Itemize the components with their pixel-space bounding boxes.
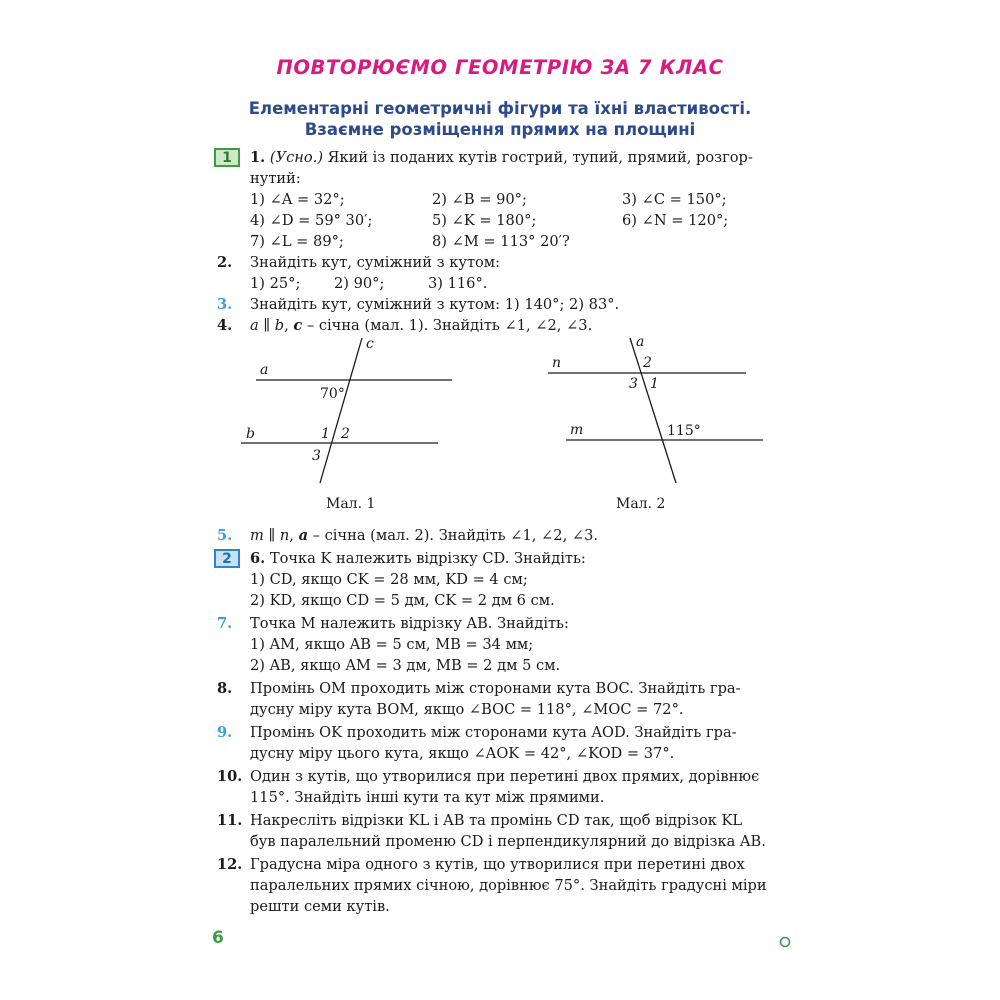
problem-7-line-1: Точка M належить відрізку AB. Знайдіть: <box>250 615 569 632</box>
problem-8-line-1: Промінь OM проходить між сторонами кута BOC. Знайдіть гра- <box>250 680 741 697</box>
fig1-angle-1: 1 <box>321 426 330 442</box>
parallel-sign: ∥ <box>258 317 275 334</box>
problem-5-number: 5. <box>217 527 233 544</box>
comma: , <box>284 317 294 334</box>
fig2-label-n: n <box>552 355 562 371</box>
problem-1-text-1: Який із поданих кутів гострий, тупий, прямий, розгор- <box>323 149 753 166</box>
problem-5 <box>217 525 792 546</box>
angle-item: 8) ∠M = 113° 20′? <box>432 233 570 250</box>
page-title: ПОВТОРЮЄМО ГЕОМЕТРІЮ ЗА 7 КЛАС <box>276 56 724 79</box>
fig1-label-c: c <box>366 336 374 352</box>
problem-6-line-1: Точка K належить відрізку CD. Знайдіть: <box>269 550 586 567</box>
fig2-label-a: a <box>636 336 645 350</box>
problem-4 <box>217 315 792 336</box>
problem-1-row-1 <box>250 189 792 210</box>
problem-4-number: 4. <box>217 317 233 334</box>
problem-4-text <box>250 315 792 336</box>
problem-2-text: Знайдіть кут, суміжний з кутом: <box>250 254 501 271</box>
problem-2 <box>217 252 792 294</box>
parallel-sign: ∥ <box>263 527 280 544</box>
problem-4-rest: – січна (мал. 1). Знайдіть ∠1, ∠2, ∠3. <box>302 317 593 334</box>
problem-8-number: 8. <box>217 680 233 697</box>
figure-2 <box>548 338 763 483</box>
problem-6-line-3: 2) KD, якщо CD = 5 дм, CK = 2 дм 6 см. <box>250 592 555 609</box>
subtitle-line-2: Взаємне розміщення прямих на площині <box>304 120 696 139</box>
problem-12-line-1: Градусна міра одного з кутів, що утворилися при перетині двох <box>250 856 745 873</box>
option-item: 2) 90°; <box>334 275 385 292</box>
fig2-angle-3: 3 <box>629 376 638 392</box>
angle-item: 1) ∠A = 32°; <box>250 191 345 208</box>
var-m: m <box>250 527 264 544</box>
problem-11-line-1: Накресліть відрізки KL і AB та промінь CD так, щоб відрізок KL <box>250 812 743 829</box>
problem-11-line-2: був паралельний променю CD і перпендикулярний до відрізка AB. <box>250 833 766 850</box>
problem-10-line-1: Один з кутів, що утворилися при перетині двох прямих, дорівнює <box>250 768 760 785</box>
fig2-angle-1: 1 <box>650 376 659 392</box>
problem-6-line-2: 1) CD, якщо CK = 28 мм, KD = 4 см; <box>250 571 528 588</box>
angle-item: 5) ∠K = 180°; <box>432 212 537 229</box>
problem-12-line-2: паралельних прямих січною, дорівнює 75°. Знайдіть градусні міри <box>250 877 767 894</box>
subtitle-line-1: Елементарні геометричні фігури та їхні властивості. <box>248 99 752 118</box>
problem-11 <box>217 810 792 852</box>
problem-2-options <box>250 273 792 294</box>
problem-10-line-2: 115°. Знайдіть інші кути та кут між прямими. <box>250 789 605 806</box>
problem-11-number: 11. <box>217 812 243 829</box>
fig1-label-a: a <box>260 362 269 378</box>
footer-circle-icon <box>781 938 790 947</box>
fig1-caption: Мал. 1 <box>326 496 376 512</box>
problem-9 <box>217 722 792 764</box>
var-n: n <box>279 527 290 544</box>
angle-item: 2) ∠B = 90°; <box>432 191 527 208</box>
section-subtitle <box>0 98 1000 140</box>
fig2-angle-115: 115° <box>667 423 701 439</box>
problem-1-text-2: нутий: <box>250 170 301 187</box>
problem-7-line-3: 2) AB, якщо AM = 3 дм, MB = 2 дм 5 см. <box>250 657 561 674</box>
comma: , <box>289 527 299 544</box>
fig1-angle-70: 70° <box>320 386 345 402</box>
problem-12 <box>217 854 792 917</box>
var-b: b <box>274 317 285 334</box>
problem-3 <box>217 294 792 315</box>
problem-3-number: 3. <box>217 296 233 313</box>
angle-item: 7) ∠L = 89°; <box>250 233 344 250</box>
var-a: a <box>298 527 309 544</box>
fig1-angle-2: 2 <box>341 426 350 442</box>
fig2-angle-2: 2 <box>643 355 652 371</box>
problem-3-text: Знайдіть кут, суміжний з кутом: 1) 140°; 2) 83°. <box>250 296 620 313</box>
problem-1-oral: (Усно.) <box>269 149 324 166</box>
problem-5-text <box>250 525 792 546</box>
level-2-badge: 2 <box>214 549 240 568</box>
problem-7 <box>217 613 792 676</box>
problem-9-number: 9. <box>217 724 233 741</box>
problem-7-number: 7. <box>217 615 233 632</box>
problem-6-number: 6. <box>250 550 266 567</box>
problem-6 <box>217 548 792 611</box>
problem-10-number: 10. <box>217 768 243 785</box>
fig1-label-b: b <box>246 426 255 442</box>
figures-area <box>217 336 792 516</box>
transversal-c <box>320 338 362 483</box>
problem-1-row-2 <box>250 210 792 231</box>
problem-1-row-3 <box>250 231 792 252</box>
problem-10 <box>217 766 792 808</box>
fig2-caption: Мал. 2 <box>616 496 666 512</box>
problem-9-line-1: Промінь OK проходить між сторонами кута AOD. Знайдіть гра- <box>250 724 737 741</box>
option-item: 3) 116°. <box>428 275 488 292</box>
angle-item: 6) ∠N = 120°; <box>622 212 729 229</box>
problem-12-line-3: решти семи кутів. <box>250 898 390 915</box>
transversal-a <box>630 338 676 483</box>
angle-item: 3) ∠C = 150°; <box>622 191 727 208</box>
var-a: a <box>250 317 259 334</box>
option-item: 1) 25°; <box>250 275 301 292</box>
fig2-label-m: m <box>570 422 584 438</box>
figure-1 <box>241 338 452 483</box>
problem-12-number: 12. <box>217 856 243 873</box>
level-1-badge: 1 <box>214 148 240 167</box>
figures-svg <box>0 336 1000 516</box>
problem-2-number: 2. <box>217 254 233 271</box>
angle-item: 4) ∠D = 59° 30′; <box>250 212 373 229</box>
problem-5-rest: – січна (мал. 2). Знайдіть ∠1, ∠2, ∠3. <box>308 527 599 544</box>
problem-1-number: 1. <box>250 149 266 166</box>
problem-8 <box>217 678 792 720</box>
problem-7-line-2: 1) AM, якщо AB = 5 см, MB = 34 мм; <box>250 636 534 653</box>
fig1-angle-3: 3 <box>312 448 321 464</box>
problem-8-line-2: дусну міру кута BOM, якщо ∠BOC = 118°, ∠MOC = 72°. <box>250 701 684 718</box>
problem-9-line-2: дусну міру цього кута, якщо ∠AOK = 42°, ∠KOD = 37°. <box>250 745 675 762</box>
exercise-list <box>217 147 792 917</box>
page-number: 6 <box>212 928 224 948</box>
problem-1 <box>217 147 792 252</box>
var-c: c <box>293 317 303 334</box>
